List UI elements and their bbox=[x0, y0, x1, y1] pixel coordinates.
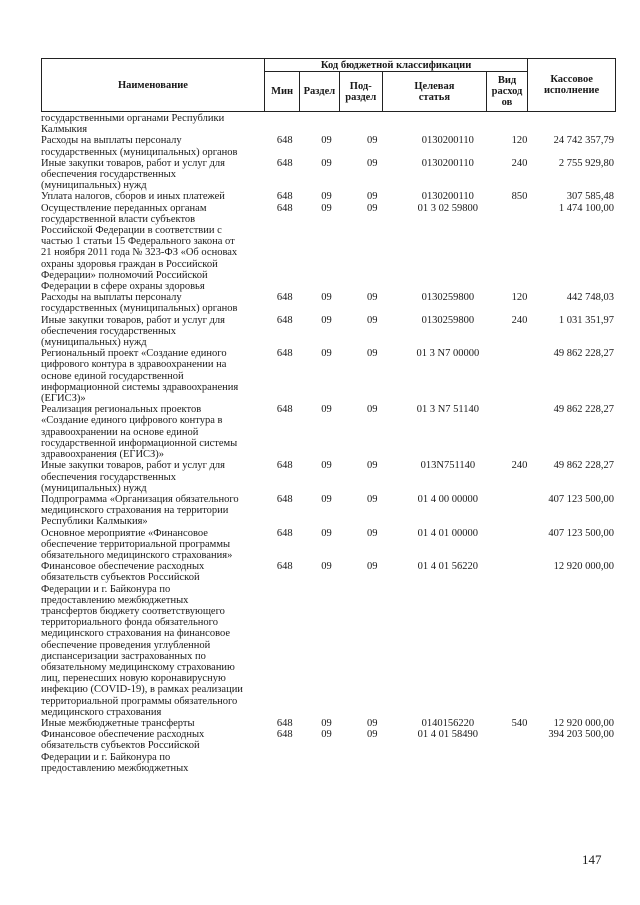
cell-razdel: 09 bbox=[321, 348, 332, 360]
header-razdel: Раздел bbox=[300, 72, 339, 112]
cell-podrazdel: 09 bbox=[367, 348, 378, 360]
cell-razdel: 09 bbox=[321, 191, 332, 203]
cell-name: Иные закупки товаров, работ и услуг для обеспечения государственных (муниципальных) нужд bbox=[41, 460, 225, 494]
cell-sum: 49 862 228,27 bbox=[553, 348, 614, 360]
cell-cel: 01 4 01 58490 bbox=[417, 729, 479, 741]
cell-vid bbox=[499, 113, 541, 135]
table-row bbox=[41, 292, 616, 314]
cell-name: Финансовое обеспечение расходных обязательств субъектов Российской Федерации и г. Байконура по предоставлению межбюджетных трансфертов бюджету соответствующего территориального фонда обязательного медицинского страхования на финансовое обеспечение проведения углубленной диспансеризации застрахованных по обязательному медицинскому страхованию лиц, перенесших новую коронавирусную инфекцию (COVID-19), в рамках реализации территориальной программы обязательного медицинского страхования bbox=[41, 561, 243, 718]
cell-name: Уплата налогов, сборов и иных платежей bbox=[41, 191, 225, 203]
cell-min: 648 bbox=[276, 292, 293, 304]
cell-min: 648 bbox=[276, 202, 293, 214]
cell-sum: 307 585,48 bbox=[566, 191, 614, 203]
header-podrazdel bbox=[339, 72, 382, 112]
cell-podrazdel bbox=[347, 113, 397, 135]
table-row bbox=[41, 718, 616, 729]
cell-sum: 49 862 228,27 bbox=[553, 404, 614, 416]
cell-cel: 01 4 00 00000 bbox=[417, 493, 479, 505]
cell-name: Подпрограмма «Организация обязательного медицинского страхования на территории Республики Калмыкия» bbox=[41, 493, 239, 528]
cell-vid bbox=[499, 729, 541, 774]
cell-vid: 240 bbox=[511, 157, 528, 169]
cell-sum: 407 123 500,00 bbox=[548, 527, 614, 539]
cell-podrazdel: 09 bbox=[367, 717, 378, 729]
cell-podrazdel: 09 bbox=[367, 191, 378, 203]
page-number: 147 bbox=[582, 852, 602, 867]
table-row bbox=[41, 460, 616, 494]
cell-sum: 1 474 100,00 bbox=[558, 202, 614, 214]
cell-vid: 850 bbox=[511, 191, 528, 203]
table-row bbox=[41, 494, 616, 528]
cell-min: 648 bbox=[276, 135, 293, 147]
cell-vid: 120 bbox=[511, 292, 528, 304]
header-cash-execution-label: Кассовое исполнение bbox=[543, 74, 600, 96]
cell-name: Финансовое обеспечение расходных обязательств субъектов Российской Федерации и г. Байконура по предоставлению межбюджетных bbox=[41, 729, 205, 774]
cell-min: 648 bbox=[276, 493, 293, 505]
cell-sum: 24 742 357,79 bbox=[553, 135, 614, 147]
cell-podrazdel: 09 bbox=[367, 729, 378, 741]
cell-min: 648 bbox=[276, 527, 293, 539]
cell-sum: 2 755 929,80 bbox=[558, 157, 614, 169]
cell-cel: 0130200110 bbox=[421, 191, 474, 203]
cell-cel: 0130200110 bbox=[421, 157, 474, 169]
table-row bbox=[41, 191, 616, 202]
cell-podrazdel: 09 bbox=[367, 157, 378, 169]
table-row bbox=[41, 315, 616, 349]
cell-cel: 01 4 01 00000 bbox=[417, 527, 479, 539]
cell-sum bbox=[540, 113, 616, 135]
cell-razdel: 09 bbox=[321, 493, 332, 505]
cell-name: Основное мероприятие «Финансовое обеспечение территориальной программы обязательного медицинского страхования» bbox=[41, 527, 233, 561]
cell-podrazdel: 09 bbox=[367, 404, 378, 416]
cell-razdel: 09 bbox=[321, 717, 332, 729]
table-row bbox=[41, 729, 616, 774]
cell-podrazdel: 09 bbox=[367, 292, 378, 304]
cell-cel: 013N751140 bbox=[420, 460, 476, 472]
cell-razdel: 09 bbox=[321, 314, 332, 326]
cell-vid bbox=[499, 348, 541, 404]
cell-min: 648 bbox=[276, 191, 293, 203]
cell-cel: 01 3 02 59800 bbox=[417, 202, 479, 214]
table-row bbox=[41, 561, 616, 718]
cell-sum: 407 123 500,00 bbox=[548, 493, 614, 505]
cell-vid bbox=[499, 203, 541, 293]
cell-razdel: 09 bbox=[321, 561, 332, 573]
cell-razdel: 09 bbox=[321, 729, 332, 741]
cell-razdel: 09 bbox=[321, 135, 332, 147]
cell-min: 648 bbox=[276, 729, 293, 741]
cell-razdel: 09 bbox=[321, 202, 332, 214]
header-budget-code: Код бюджетной классификации bbox=[264, 59, 527, 72]
cell-vid: 540 bbox=[511, 717, 528, 729]
header-name: Наименование bbox=[42, 59, 265, 112]
header-celevaya bbox=[382, 72, 486, 112]
cell-cel: 0130200110 bbox=[421, 135, 474, 147]
cell-vid bbox=[499, 528, 541, 562]
cell-name: Иные закупки товаров, работ и услуг для обеспечения государственных (муниципальных) нужд bbox=[41, 157, 225, 192]
cell-sum: 1 031 351,97 bbox=[558, 314, 614, 326]
cell-name: Осуществление переданных органам государственной власти субъектов Российской Федерации в соответствии с частью 1 статьи 15 Федерального закона от 21 ноября 2011 года № 323-ФЗ «Об основах охраны здоровья граждан в Российской Федерации» полномочий Российской Федерации в сфере охраны здоровья bbox=[41, 202, 238, 293]
cell-podrazdel: 09 bbox=[367, 314, 378, 326]
cell-podrazdel: 09 bbox=[367, 135, 378, 147]
cell-sum: 394 203 500,00 bbox=[548, 729, 614, 741]
cell-min bbox=[264, 113, 306, 135]
cell-min: 648 bbox=[276, 460, 293, 472]
header-podrazdel-label: Под- раздел bbox=[345, 80, 377, 103]
cell-cel: 01 3 N7 51140 bbox=[416, 404, 480, 416]
cell-cel: 0130259800 bbox=[421, 314, 475, 326]
header-vid bbox=[486, 72, 527, 112]
table-row bbox=[41, 404, 616, 460]
header-cash-execution bbox=[528, 59, 616, 112]
cell-min: 648 bbox=[276, 314, 293, 326]
cell-vid: 120 bbox=[511, 135, 528, 147]
cell-name: Расходы на выплаты персоналу государственных (муниципальных) органов bbox=[41, 292, 238, 315]
cell-min: 648 bbox=[276, 561, 293, 573]
table-row bbox=[41, 113, 616, 135]
cell-razdel bbox=[306, 113, 348, 135]
cell-razdel: 09 bbox=[321, 292, 332, 304]
cell-name: государственными органами Республики Калмыкия bbox=[41, 113, 225, 136]
cell-vid: 240 bbox=[511, 314, 528, 326]
cell-vid bbox=[499, 561, 541, 718]
cell-name: Иные закупки товаров, работ и услуг для обеспечения государственных (муниципальных) нужд bbox=[41, 314, 225, 349]
cell-sum: 12 920 000,00 bbox=[553, 717, 614, 729]
cell-vid bbox=[499, 404, 541, 460]
cell-razdel: 09 bbox=[321, 157, 332, 169]
cell-podrazdel: 09 bbox=[367, 460, 378, 472]
cell-razdel: 09 bbox=[321, 404, 332, 416]
cell-podrazdel: 09 bbox=[367, 561, 378, 573]
cell-vid bbox=[499, 494, 541, 528]
cell-podrazdel: 09 bbox=[367, 493, 378, 505]
cell-name: Региональный проект «Создание единого цифрового контура в здравоохранении на основе единой государственной информационной системы здравоохранения (ЕГИСЗ)» bbox=[41, 348, 239, 405]
cell-podrazdel: 09 bbox=[367, 527, 378, 539]
table-row bbox=[41, 528, 616, 562]
cell-cel: 0140156220 bbox=[421, 717, 475, 729]
cell-vid: 240 bbox=[511, 460, 528, 472]
cell-name: Иные межбюджетные трансферты bbox=[41, 717, 195, 729]
cell-podrazdel: 09 bbox=[367, 202, 378, 214]
cell-cel: 01 4 01 56220 bbox=[417, 561, 479, 573]
cell-cel: 01 3 N7 00000 bbox=[416, 348, 480, 360]
cell-min: 648 bbox=[276, 404, 293, 416]
header-celevaya-label: Целевая статья bbox=[414, 80, 455, 103]
cell-name: Реализация региональных проектов «Создание единого цифрового контура в здравоохранении на основе единой государственной информационной системы здравоохранения (ЕГИСЗ)» bbox=[41, 404, 238, 461]
cell-razdel: 09 bbox=[321, 527, 332, 539]
cell-min: 648 bbox=[276, 717, 293, 729]
cell-sum: 442 748,03 bbox=[566, 292, 614, 304]
cell-cel bbox=[397, 113, 498, 135]
header-min: Мин bbox=[264, 72, 299, 112]
table-row bbox=[41, 158, 616, 192]
cell-sum: 12 920 000,00 bbox=[553, 561, 614, 573]
table-row bbox=[41, 135, 616, 157]
cell-name: Расходы на выплаты персоналу государственных (муниципальных) органов bbox=[41, 135, 238, 158]
cell-min: 648 bbox=[276, 157, 293, 169]
cell-cel: 0130259800 bbox=[421, 292, 475, 304]
cell-razdel: 09 bbox=[321, 460, 332, 472]
table-header bbox=[41, 58, 616, 112]
table-row bbox=[41, 348, 616, 404]
header-vid-label: Вид расход ов bbox=[491, 75, 523, 109]
cell-sum: 49 862 228,27 bbox=[553, 460, 614, 472]
table-body bbox=[41, 113, 616, 774]
cell-min: 648 bbox=[276, 348, 293, 360]
table-row bbox=[41, 203, 616, 293]
